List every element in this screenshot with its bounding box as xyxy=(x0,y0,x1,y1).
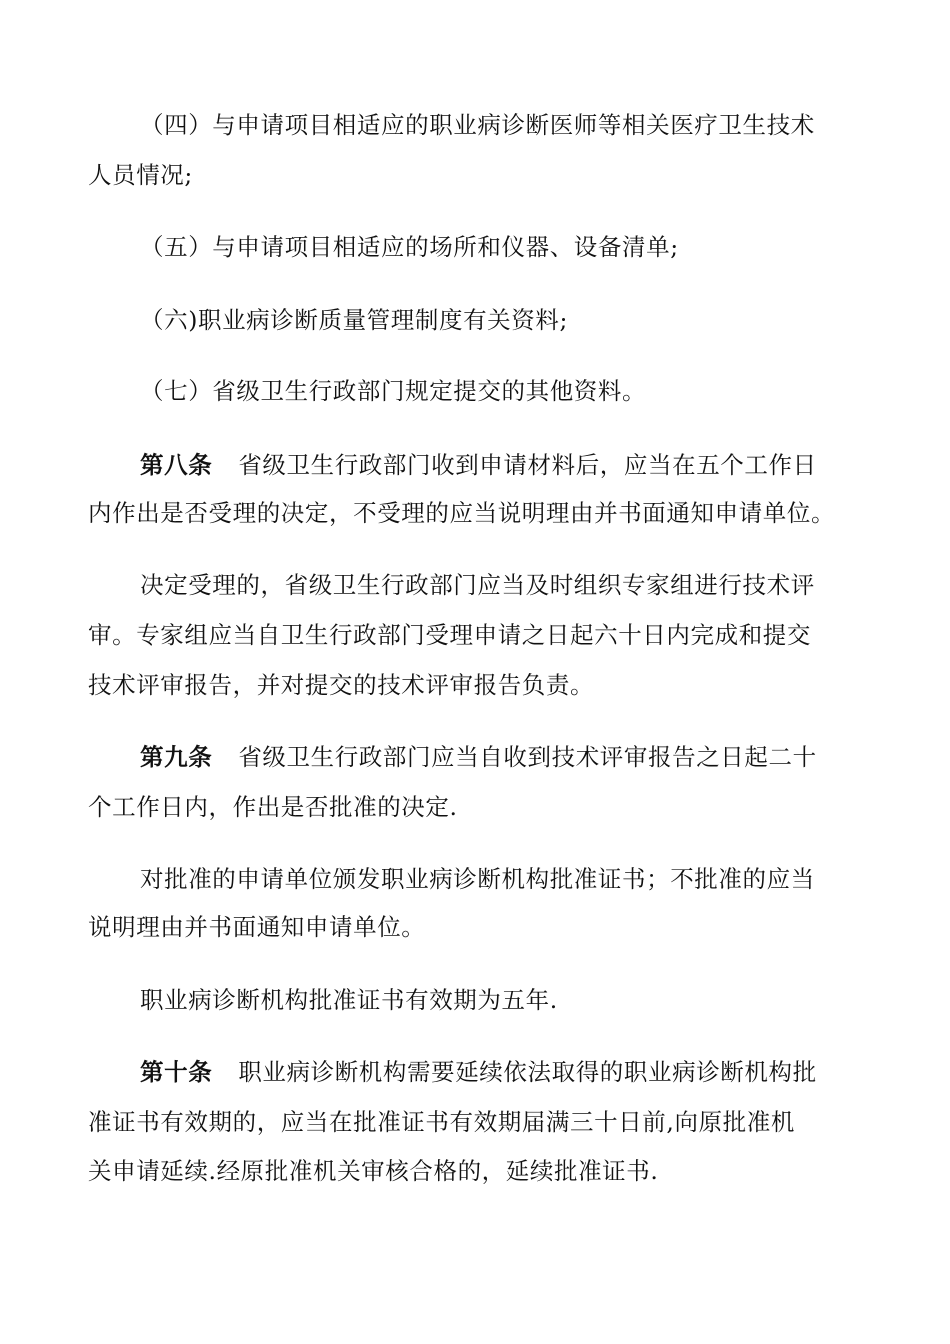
item-4-line-1: （四）与申请项目相适应的职业病诊断医师等相关医疗卫生技术 xyxy=(140,111,815,139)
article-9-text: 省级卫生行政部门应当自收到技术评审报告之日起二十 xyxy=(238,743,817,771)
para-approval-line-1: 对批准的申请单位颁发职业病诊断机构批准证书；不批准的应当 xyxy=(140,865,815,893)
article-10-line-2: 准证书有效期的，应当在批准证书有效期届满三十日前,向原批准机 xyxy=(88,1108,795,1136)
article-10-heading: 第十条 xyxy=(140,1058,213,1086)
para-decision-line-3: 技术评审报告，并对提交的技术评审报告负责。 xyxy=(88,671,595,699)
item-4-line-2: 人员情况; xyxy=(88,161,193,189)
article-8-text: 省级卫生行政部门收到申请材料后，应当在五个工作日 xyxy=(238,451,817,479)
para-decision-line-2: 审。专家组应当自卫生行政部门受理申请之日起六十日内完成和提交 xyxy=(88,621,811,649)
para-approval-line-2: 说明理由并书面通知申请单位。 xyxy=(88,913,426,941)
article-10-line-3: 关申请延续.经原批准机关审核合格的，延续批准证书. xyxy=(88,1157,659,1185)
article-8-line-2: 内作出是否受理的决定，不受理的应当说明理由并书面通知申请单位。 xyxy=(88,499,836,527)
article-10-line-1 xyxy=(140,1057,817,1087)
article-9-heading: 第九条 xyxy=(140,743,213,771)
article-8-line-1 xyxy=(140,450,817,480)
item-5-line-1: （五）与申请项目相适应的场所和仪器、设备清单; xyxy=(140,233,679,261)
article-8-heading: 第八条 xyxy=(140,451,213,479)
item-6-line-1: （六)职业病诊断质量管理制度有关资料; xyxy=(140,306,568,334)
article-9-line-1 xyxy=(140,742,817,772)
item-7-line-1: （七）省级卫生行政部门规定提交的其他资料。 xyxy=(140,377,647,405)
article-10-text: 职业病诊断机构需要延续依法取得的职业病诊断机构批 xyxy=(238,1058,817,1086)
para-decision-line-1: 决定受理的，省级卫生行政部门应当及时组织专家组进行技术评 xyxy=(140,571,815,599)
article-9-line-2: 个工作日内，作出是否批准的决定. xyxy=(88,793,458,821)
para-validity-line-1: 职业病诊断机构批准证书有效期为五年. xyxy=(140,986,558,1014)
